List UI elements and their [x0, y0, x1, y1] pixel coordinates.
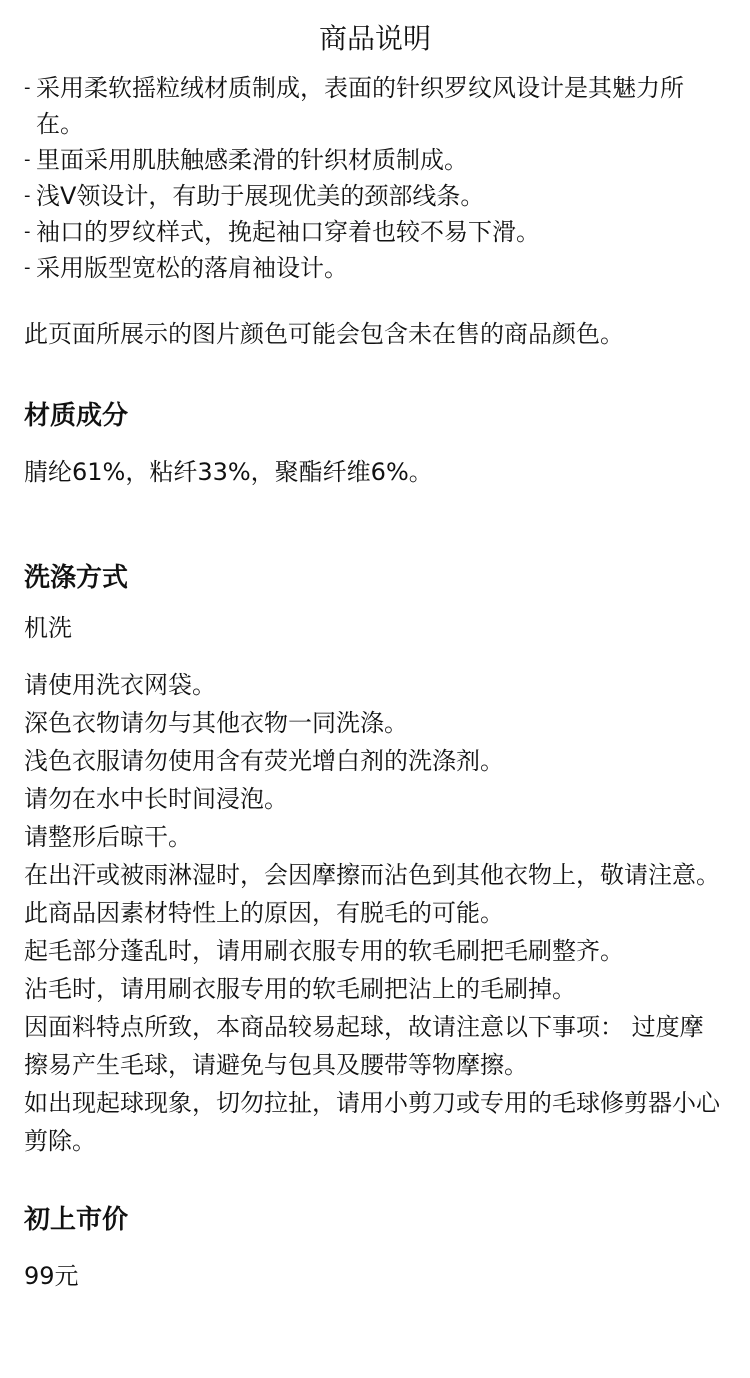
material-heading: 材质成分: [24, 401, 129, 431]
washing-note: 请勿在水中长时间浸泡。: [24, 785, 288, 813]
feature-item: - 袖口的罗纹样式，挽起袖口穿着也较不易下滑。: [24, 214, 726, 250]
feature-item: - 采用柔软摇粒绒材质制成，表面的针织罗纹风设计是其魅力所在。: [24, 70, 726, 142]
feature-item: - 采用版型宽松的落肩袖设计。: [24, 250, 726, 286]
page-title: 商品说明: [318, 22, 431, 55]
washing-note: 沾毛时，请用刷衣服专用的软毛刷把沾上的毛刷掉。: [24, 975, 576, 1003]
washing-heading: 洗涤方式: [24, 563, 129, 593]
color-note: 此页面所展示的图片颜色可能会包含未在售的商品颜色。: [24, 320, 624, 348]
washing-notes: [24, 666, 726, 1160]
washing-note: 如出现起球现象，切勿拉扯，请用小剪刀或专用的毛球修剪器小心剪除。: [24, 1089, 720, 1155]
material-text: 腈纶61%，粘纤33%，聚酯纤维6%。: [24, 458, 433, 486]
washing-note: 浅色衣服请勿使用含有荧光增白剂的洗涤剂。: [24, 747, 504, 775]
feature-item: - 浅V领设计，有助于展现优美的颈部线条。: [24, 178, 726, 214]
washing-note: 在出汗或被雨淋湿时，会因摩擦而沾色到其他衣物上，敬请注意。: [24, 861, 720, 889]
price-section: [24, 1202, 726, 1294]
washing-note: 因面料特点所致，本商品较易起球，故请注意以下事项： 过度摩擦易产生毛球，请避免与包具及腰带等物摩擦。: [24, 1013, 704, 1079]
price-heading: 初上市价: [24, 1205, 129, 1235]
material-section: [24, 398, 726, 490]
washing-note: 此商品因素材特性上的原因，有脱毛的可能。: [24, 899, 504, 927]
washing-section: [24, 560, 726, 1160]
washing-note: 起毛部分蓬乱时，请用刷衣服专用的软毛刷把毛刷整齐。: [24, 937, 624, 965]
feature-list: [24, 70, 726, 286]
feature-item: - 里面采用肌肤触感柔滑的针织材质制成。: [24, 142, 726, 178]
washing-note: 深色衣物请勿与其他衣物一同洗涤。: [24, 709, 408, 737]
washing-method: 机洗: [24, 614, 72, 642]
washing-note: 请使用洗衣网袋。: [24, 671, 216, 699]
price-value: 99元: [24, 1262, 79, 1290]
washing-note: 请整形后晾干。: [24, 823, 192, 851]
